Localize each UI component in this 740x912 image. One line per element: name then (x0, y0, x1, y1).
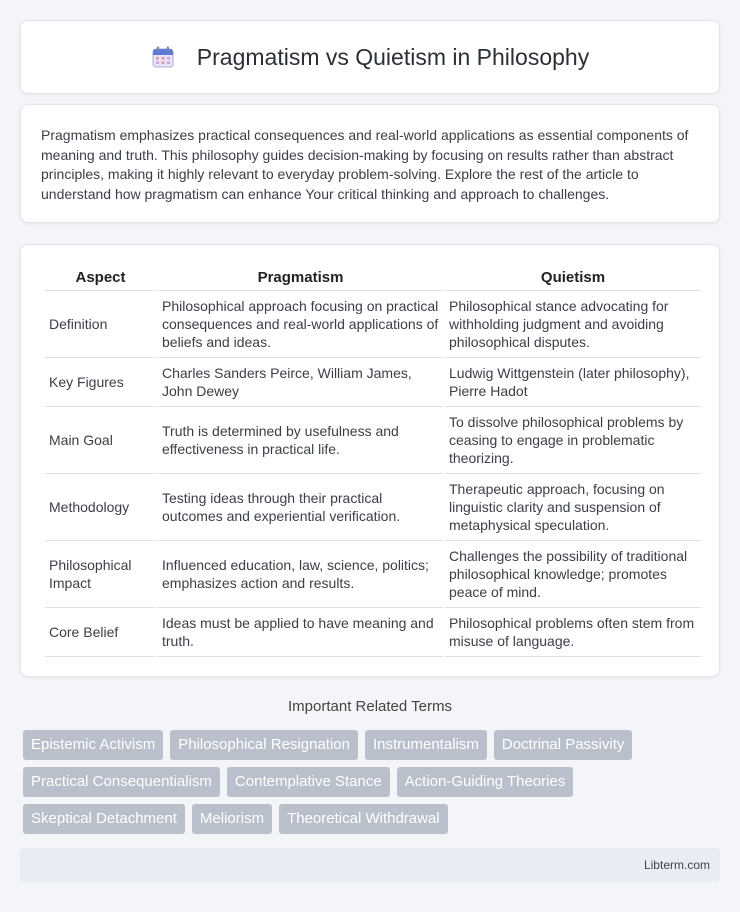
related-terms-list (23, 730, 723, 841)
row-quietism: Challenges the possibility of traditional philosophical knowledge; promotes peace of mind. (445, 541, 701, 608)
intro-text: Pragmatism emphasizes practical consequences and real-world applications as essential components of meaning and truth. This philosophy guides decision-making by focusing on results rather than abstract principles, making it highly relevant to everyday problem-solving. Explore the rest of the article to understand how pragmatism can enhance Your critical thinking and approach to challenges. (41, 127, 689, 202)
related-terms-title: Important Related Terms (288, 698, 452, 715)
row-pragmatism: Testing ideas through their practical outcomes and experiential verification. (158, 474, 443, 541)
row-aspect: Philosophical Impact (45, 541, 156, 608)
tag-row (23, 767, 723, 797)
table-row (45, 541, 701, 608)
row-pragmatism: Ideas must be applied to have meaning and truth. (158, 608, 443, 657)
table-row (45, 407, 701, 474)
related-term-tag[interactable]: Theoretical Withdrawal (279, 804, 448, 834)
related-term-tag[interactable]: Doctrinal Passivity (494, 730, 633, 760)
table-row (45, 608, 701, 657)
row-aspect: Methodology (45, 474, 156, 541)
row-aspect: Main Goal (45, 407, 156, 474)
row-quietism: To dissolve philosophical problems by ceasing to engage in problematic theorizing. (445, 407, 701, 474)
calendar-icon (151, 45, 175, 69)
related-term-tag[interactable]: Epistemic Activism (23, 730, 163, 760)
comparison-table-card (20, 244, 720, 677)
row-pragmatism: Truth is determined by usefulness and effectiveness in practical life. (158, 407, 443, 474)
footer (20, 848, 720, 882)
related-term-tag[interactable]: Philosophical Resignation (170, 730, 358, 760)
row-quietism: Ludwig Wittgenstein (later philosophy), Pierre Hadot (445, 358, 701, 407)
header-aspect: Aspect (45, 265, 156, 291)
comparison-table (43, 265, 703, 657)
related-term-tag[interactable]: Meliorism (192, 804, 272, 834)
row-quietism: Philosophical stance advocating for withholding judgment and avoiding philosophical disputes. (445, 291, 701, 358)
table-header-row (45, 265, 701, 291)
related-term-tag[interactable]: Skeptical Detachment (23, 804, 185, 834)
row-pragmatism: Influenced education, law, science, politics; emphasizes action and results. (158, 541, 443, 608)
related-term-tag[interactable]: Practical Consequentialism (23, 767, 220, 797)
table-row (45, 474, 701, 541)
row-aspect: Key Figures (45, 358, 156, 407)
table-row (45, 291, 701, 358)
footer-site-link[interactable]: Libterm.com (643, 858, 710, 872)
row-quietism: Therapeutic approach, focusing on linguistic clarity and suspension of metaphysical speculation. (445, 474, 701, 541)
related-term-tag[interactable]: Action-Guiding Theories (397, 767, 574, 797)
page-title (151, 44, 589, 71)
header-pragmatism: Pragmatism (158, 265, 443, 291)
tag-row (23, 804, 723, 834)
title-card (20, 20, 720, 94)
table-row (45, 358, 701, 407)
row-pragmatism: Philosophical approach focusing on practical consequences and real-world applications of beliefs and ideas. (158, 291, 443, 358)
intro-card (20, 104, 720, 223)
page-title-text: Pragmatism vs Quietism in Philosophy (196, 43, 590, 70)
row-aspect: Definition (45, 291, 156, 358)
related-term-tag[interactable]: Instrumentalism (365, 730, 487, 760)
related-term-tag[interactable]: Contemplative Stance (227, 767, 390, 797)
header-quietism: Quietism (445, 265, 701, 291)
row-aspect: Core Belief (45, 608, 156, 657)
row-quietism: Philosophical problems often stem from misuse of language. (445, 608, 701, 657)
tag-row (23, 730, 723, 760)
row-pragmatism: Charles Sanders Peirce, William James, John Dewey (158, 358, 443, 407)
